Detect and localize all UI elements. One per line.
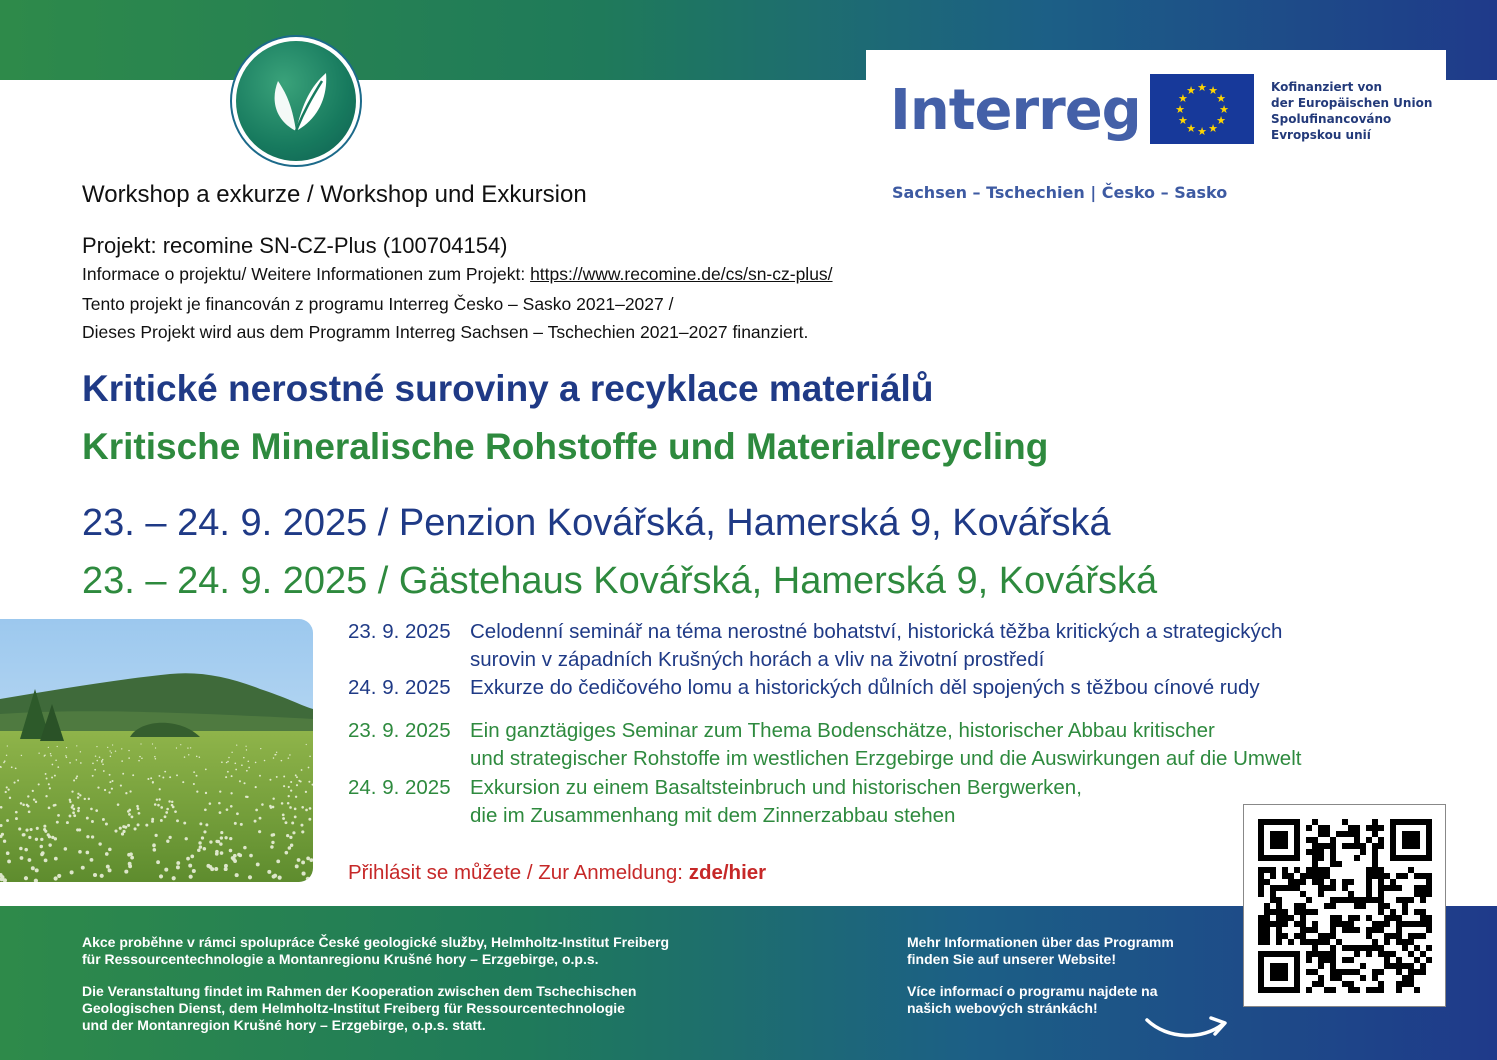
program-cz-day1: 23. 9. 2025 Celodenní seminář na téma nerostné bohatství, historická těžba kritických a strategických	[348, 620, 1283, 643]
program-de-day2: 24. 9. 2025 Exkursion zu einem Basaltsteinbruch und historischen Bergwerken,	[348, 776, 1082, 799]
title-de: Kritische Mineralische Rohstoffe und Materialrecycling	[82, 426, 1049, 467]
program-region: Sachsen – Tschechien | Česko – Sasko	[892, 183, 1228, 202]
project-name: Projekt: recomine SN-CZ-Plus (100704154)	[82, 233, 508, 258]
svg-text:★: ★	[1219, 104, 1229, 116]
interreg-logo: Interreg	[890, 78, 1141, 143]
workshop-heading: Workshop a exkurze / Workshop und Exkursion	[82, 181, 587, 208]
footer-organizers: Akce proběhne v rámci spolupráce České geologické služby, Helmholtz-Institut Freiberg für Ressourcentechnologie a Montanregionu Krušné hory – Erzgebirge, o.p.s. Die Veranstaltung findet im Rahmen der Kooperation zwischen dem Tschechischen Geologischen Dienst, dem Helmholtz-Institut Freiberg für Ressourcentechnologie und der Montanregion Krušné hory – Erzgebirge, o.p.s. statt.	[82, 934, 670, 1033]
svg-text:★: ★	[1178, 115, 1188, 127]
svg-text:★: ★	[1208, 84, 1218, 97]
date-venue-cz: 23. – 24. 9. 2025 / Penzion Kovářská, Hamerská 9, Kovářská	[82, 502, 1111, 544]
eu-cofinanced-text: Kofinanziert von der Europäischen Union Spolufinancováno Evropskou unií	[1271, 80, 1433, 142]
svg-text:★: ★	[1175, 104, 1185, 116]
financing-cz: Tento projekt je financován z programu Interreg Česko – Sasko 2021–2027 /	[82, 294, 674, 314]
project-info: Informace o projektu/ Weitere Informationen zum Projekt: https://www.recomine.de/cs/sn-cz-plus/	[82, 264, 833, 284]
svg-text:★: ★	[1216, 115, 1226, 127]
program-cz-day2: 24. 9. 2025 Exkurze do čedičového lomu a historických důlních děl spojených s těžbou cínové rudy	[348, 676, 1260, 699]
program-de-day1: 23. 9. 2025 Ein ganztägiges Seminar zum Thema Bodenschätze, historischer Abbau kritischer	[348, 719, 1215, 742]
leaf-logo-icon	[230, 35, 362, 167]
date-venue-de: 23. – 24. 9. 2025 / Gästehaus Kovářská, Hamerská 9, Kovářská	[82, 560, 1158, 602]
qr-code-icon[interactable]	[1243, 804, 1446, 1007]
footer-program-info: Mehr Informationen über das Programm finden Sie auf unserer Website! Více informací o programu najdete na našich webových stránkách!	[907, 934, 1174, 1016]
svg-text:★: ★	[1197, 82, 1207, 94]
program-de-day1-cont: und strategischer Rohstoffe im westlichen Erzgebirge und die Auswirkungen auf die Umwelt	[470, 747, 1302, 770]
svg-text:★: ★	[1208, 123, 1218, 136]
svg-text:★: ★	[1186, 84, 1196, 97]
svg-text:★: ★	[1178, 93, 1188, 105]
program-cz-day1-cont: surovin v západních Krušných horách a vliv na životní prostředí	[470, 648, 1045, 671]
program-de-day2-cont: die im Zusammenhang mit dem Zinnerzabbau stehen	[470, 804, 956, 827]
svg-text:★: ★	[1216, 93, 1226, 105]
arrow-right-icon	[1143, 1008, 1233, 1043]
registration-link[interactable]: zde/hier	[688, 861, 767, 884]
eu-flag-icon	[1150, 74, 1254, 144]
landscape-photo	[0, 619, 313, 882]
svg-text:★: ★	[1186, 123, 1196, 136]
title-cz: Kritické nerostné suroviny a recyklace materiálů	[82, 368, 934, 409]
registration: Přihlásit se můžete / Zur Anmeldung: zde/hier	[348, 861, 767, 884]
project-link[interactable]: https://www.recomine.de/cs/sn-cz-plus/	[530, 264, 833, 284]
financing-de: Dieses Projekt wird aus dem Programm Interreg Sachsen – Tschechien 2021–2027 finanziert.	[82, 322, 809, 342]
svg-text:★: ★	[1197, 126, 1207, 138]
